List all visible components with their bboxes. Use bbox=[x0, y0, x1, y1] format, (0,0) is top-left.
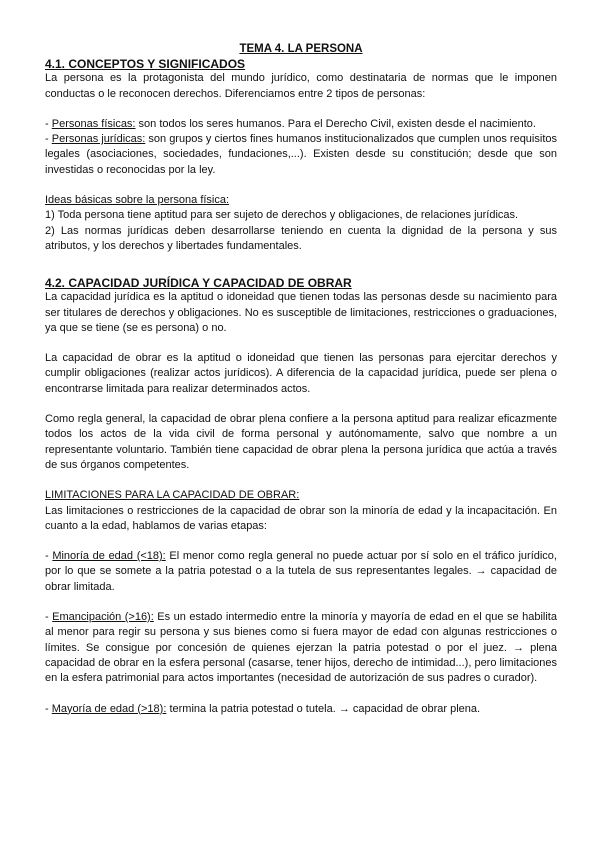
persona-fisica-paragraph bbox=[45, 117, 557, 132]
bullet-prefix: - bbox=[45, 611, 53, 624]
minoria-edad-text: El menor como regla general no puede actuar por sí solo en el tráfico jurídico, por lo que se somete a la patria potestad o a la tutela de sus representantes legales. → capacidad de obrar limitada. bbox=[45, 550, 557, 593]
spacer bbox=[45, 595, 557, 610]
mayoria-edad-label: Mayoría de edad (>18): bbox=[51, 702, 167, 715]
mayoria-edad-text: termina la patria potestad o tutela. → capacidad de obrar plena. bbox=[166, 702, 481, 715]
persona-juridica-paragraph bbox=[45, 132, 557, 178]
spacer bbox=[45, 397, 557, 412]
ideas-basicas-heading: Ideas básicas sobre la persona física: bbox=[45, 194, 230, 207]
emancipacion-text: Es un estado intermedio entre la minoría y mayoría de edad en el que se habilita al menor para regir su persona y sus bienes como si fuera mayor de edad con algunas restricciones o límites. Se consigue por concesión de quienes ejerzan la patria potestad o por el juez. → plena capacidad de obrar en la esfera personal (casarse, tener hijos, derecho de intimidad...), pero limitaciones en la esfera patrimonial para actos importantes (necesidad de autorización de sus padres o curador). bbox=[45, 611, 557, 685]
regla-general-paragraph: Como regla general, la capacidad de obrar plena confiere a la persona aptitud para realizar eficazmente todos los actos de la vida civil de forma personal y autónomamente, salvo que nombre a un representante voluntario. También tiene capacidad de obrar plena la persona jurídica que actúa a través de sus órganos competentes. bbox=[45, 413, 557, 471]
page-title: TEMA 4. LA PERSONA bbox=[239, 43, 363, 55]
minoria-edad-label: Minoría de edad (<18): bbox=[52, 550, 166, 563]
bullet-prefix: - bbox=[45, 550, 53, 563]
limitaciones-intro: Las limitaciones o restricciones de la capacidad de obrar son la minoría de edad y la incapacitación. En cuanto a la edad, hablamos de varias etapas: bbox=[45, 504, 557, 532]
spacer bbox=[45, 102, 557, 117]
spacer bbox=[45, 254, 557, 276]
spacer bbox=[45, 336, 557, 351]
section-heading-4-1: 4.1. CONCEPTOS Y SIGNIFICADOS bbox=[45, 57, 246, 72]
bullet-prefix: - bbox=[45, 133, 52, 146]
capacidad-juridica-paragraph: La capacidad jurídica es la aptitud o idoneidad que tienen todas las personas desde su nacimiento para ser titulares de derechos y obligaciones. No es susceptible de limitaciones, restricciones o graduaciones, ya que se tiene (se es persona) o no. bbox=[45, 291, 557, 334]
spacer bbox=[45, 473, 557, 488]
spacer bbox=[45, 687, 557, 702]
spacer bbox=[45, 178, 557, 193]
bullet-prefix: - bbox=[45, 702, 52, 715]
section-4-1-intro: La persona es la protagonista del mundo jurídico, como destinataria de normas que le imponen conductas o le reconocen derechos. Diferenciamos entre 2 tipos de personas: bbox=[45, 72, 557, 100]
idea-1: 1) Toda persona tiene aptitud para ser sujeto de derechos y obligaciones, de relaciones jurídicas. bbox=[45, 209, 519, 222]
section-heading-4-2: 4.2. CAPACIDAD JURÍDICA Y CAPACIDAD DE OBRAR bbox=[45, 276, 352, 291]
document-page bbox=[45, 42, 557, 717]
idea-2: 2) Las normas jurídicas deben desarrollarse teniendo en cuenta la dignidad de la persona y sus atributos, y los derechos y libertades fundamentales. bbox=[45, 224, 557, 252]
limitaciones-heading: LIMITACIONES PARA LA CAPACIDAD DE OBRAR: bbox=[45, 489, 300, 502]
spacer bbox=[45, 534, 557, 549]
persona-fisica-label: Personas físicas: bbox=[51, 117, 136, 130]
bullet-prefix: - bbox=[45, 117, 52, 130]
capacidad-obrar-paragraph: La capacidad de obrar es la aptitud o idoneidad que tienen las personas para ejercitar derechos y cumplir obligaciones (realizar actos jurídicos). A diferencia de la capacidad jurídica, puede ser plena o encontrarse limitada para realizar determinados actos. bbox=[45, 352, 557, 395]
emancipacion-paragraph bbox=[45, 610, 557, 686]
persona-fisica-text: son todos los seres humanos. Para el Derecho Civil, existen desde el nacimiento. bbox=[135, 117, 536, 130]
emancipacion-label: Emancipación (>16): bbox=[52, 611, 154, 624]
mayoria-edad-paragraph bbox=[45, 702, 557, 717]
persona-juridica-label: Personas jurídicas: bbox=[51, 133, 146, 146]
minoria-edad-paragraph bbox=[45, 549, 557, 595]
persona-juridica-text: son grupos y ciertos fines humanos institucionalizados que cumplen unos requisitos legales (asociaciones, sociedades, fundaciones,...). Existen desde su constitución; desde que son investidas o reconocidas por la ley. bbox=[45, 133, 557, 176]
